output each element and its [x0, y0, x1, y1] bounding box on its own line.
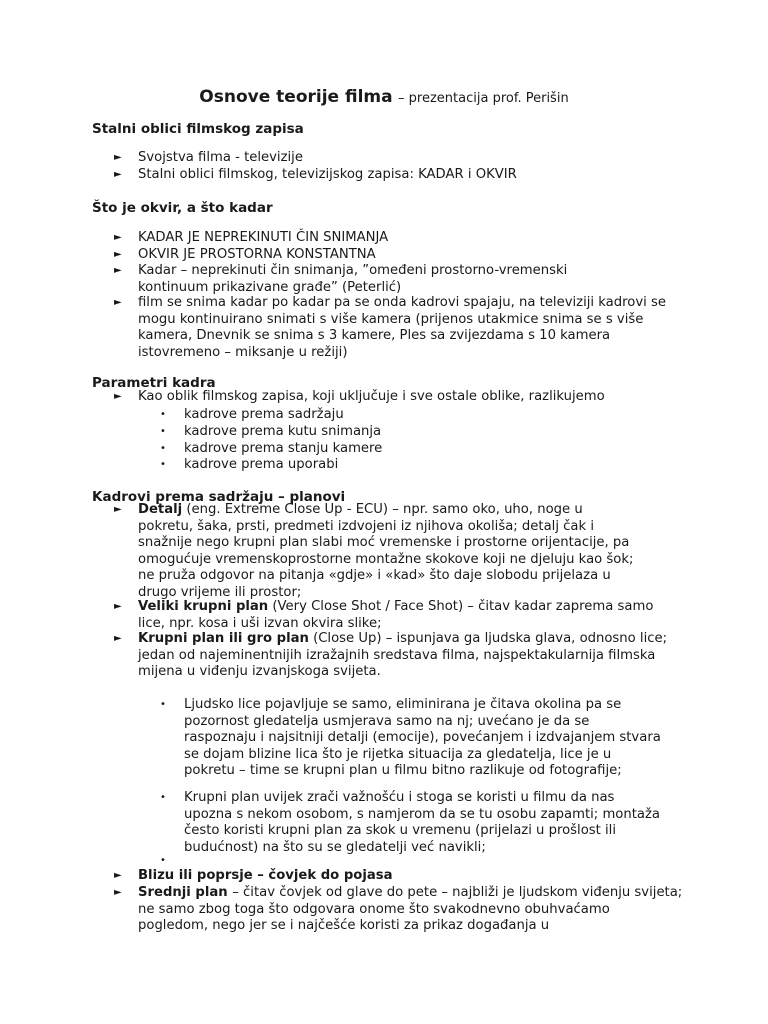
bullet-arrow-icon: ►	[114, 249, 122, 260]
bullet-dot-icon: •	[160, 459, 166, 470]
bullet-arrow-icon: ►	[114, 152, 122, 163]
bullet-dot-icon: •	[160, 443, 166, 454]
bullet-arrow-icon: ►	[114, 601, 122, 612]
list-item: ► film se snima kadar po kadar pa se onda kadrovi spajaju, na televiziji kadrovi se mogu kontinuirano snimati s više kamera (prijenos utakmice snima se s više kamera, Dnevnik se snima s 3 kamere, Ples sa zvijezdama s 10 kamera istovremeno – miksanje u režiji)	[114, 295, 666, 360]
list-item: ► OKVIR JE PROSTORNA KONSTANTNA	[114, 247, 376, 262]
bullet-dot-icon: •	[160, 699, 166, 710]
bullet-arrow-icon: ►	[114, 169, 122, 180]
list-item: ► Kao oblik filmskog zapisa, koji uključuje i sve ostale oblike, razlikujemo	[114, 389, 605, 404]
sub-list-item: • Krupni plan uvijek zrači važnošću i stoga se koristi u filmu da nas upozna s nekom osobom, s namjerom da se tu osobu zapamti; montaža često koristi krupni plan za skok u vremenu (prijelazi u prošlost ili budućnost) na što su se gledatelji već navikli;	[160, 790, 660, 855]
list-item: ► Blizu ili poprsje – čovjek do pojasa	[114, 868, 393, 883]
bullet-arrow-icon: ►	[114, 870, 122, 881]
bullet-dot-icon: •	[160, 426, 166, 437]
list-item: ► Svojstva filma - televizije	[114, 150, 303, 165]
sub-list-item: • kadrove prema sadržaju	[160, 407, 344, 422]
section-heading: Stalni oblici filmskog zapisa	[92, 121, 304, 137]
bullet-dot-icon: •	[160, 855, 166, 866]
bullet-arrow-icon: ►	[114, 297, 122, 308]
sub-list-item: • Ljudsko lice pojavljuje se samo, eliminirana je čitava okolina pa se pozornost gledatelja usmjerava samo na nj; uvećano je da se raspoznaju i najsitniji detalji (emocije), povećanjem i izdvajanjem stvara se dojam blizine lica što je rijetka situacija za gledatelja, lice je u pokretu – time se krupni plan u filmu bitno razlikuje od fotografije;	[160, 697, 661, 778]
bullet-dot-icon: •	[160, 792, 166, 803]
list-item: ► Srednji plan – čitav čovjek od glave do pete – najbliži je ljudskom viđenju svijeta; ne samo zbog toga što odgovara onome što svakodnevno obuhvaćamo pogledom, nego jer se i najčešće koristi za prikaz događanja u	[114, 885, 683, 933]
list-item: ► Krupni plan ili gro plan (Close Up) – ispunjava ga ljudska glava, odnosno lice; jedan od najeminentnijih izražajnih sredstava filma, najspektakularnija filmska mijena u viđenju izvanjskoga svijeta.	[114, 631, 668, 679]
list-item: ► Stalni oblici filmskog, televizijskog zapisa: KADAR i OKVIR	[114, 167, 517, 182]
bullet-arrow-icon: ►	[114, 391, 122, 402]
list-item: ► KADAR JE NEPREKINUTI ČIN SNIMANJA	[114, 230, 389, 245]
sub-list-item: • kadrove prema uporabi	[160, 457, 339, 472]
list-item: ► Kadar – neprekinuti čin snimanja, ”omeđeni prostorno-vremenski kontinuum prikazivane građe” (Peterlić)	[114, 263, 568, 295]
list-item: ► Detalj (eng. Extreme Close Up - ECU) – npr. samo oko, uho, noge u pokretu, šaka, prsti, predmeti izdvojeni iz njihova okoliša; detalj čak i snažnije nego krupni plan slabi moć vremenske i prostorne orijentacije, pa omogućuje vremenskoprostorne montažne skokove koji ne djeluju kao šok; ne pruža odgovor na pitanja «gdje» i «kad» što daje slobodu prijelaza u drugo vrijeme ili prostor;	[114, 502, 634, 600]
title-main: Osnove teorije filma	[199, 87, 393, 107]
title-subtitle: – prezentacija prof. Perišin	[398, 91, 569, 106]
bullet-arrow-icon: ►	[114, 504, 122, 515]
bullet-dot-icon: •	[160, 409, 166, 420]
sub-list-item: • kadrove prema stanju kamere	[160, 441, 383, 456]
section-heading: Što je okvir, a što kadar	[92, 200, 273, 216]
bullet-arrow-icon: ►	[114, 265, 122, 276]
bullet-arrow-icon: ►	[114, 633, 122, 644]
section-heading: Kadrovi prema sadržaju – planovi	[92, 489, 346, 505]
bullet-arrow-icon: ►	[114, 887, 122, 898]
section-heading: Parametri kadra	[92, 375, 216, 391]
bullet-arrow-icon: ►	[114, 232, 122, 243]
document-title	[0, 86, 768, 110]
list-item: ► Veliki krupni plan (Very Close Shot / Face Shot) – čitav kadar zaprema samo lice, npr. kosa i uši izvan okvira slike;	[114, 599, 654, 631]
sub-list-item: • kadrove prema kutu snimanja	[160, 424, 382, 439]
